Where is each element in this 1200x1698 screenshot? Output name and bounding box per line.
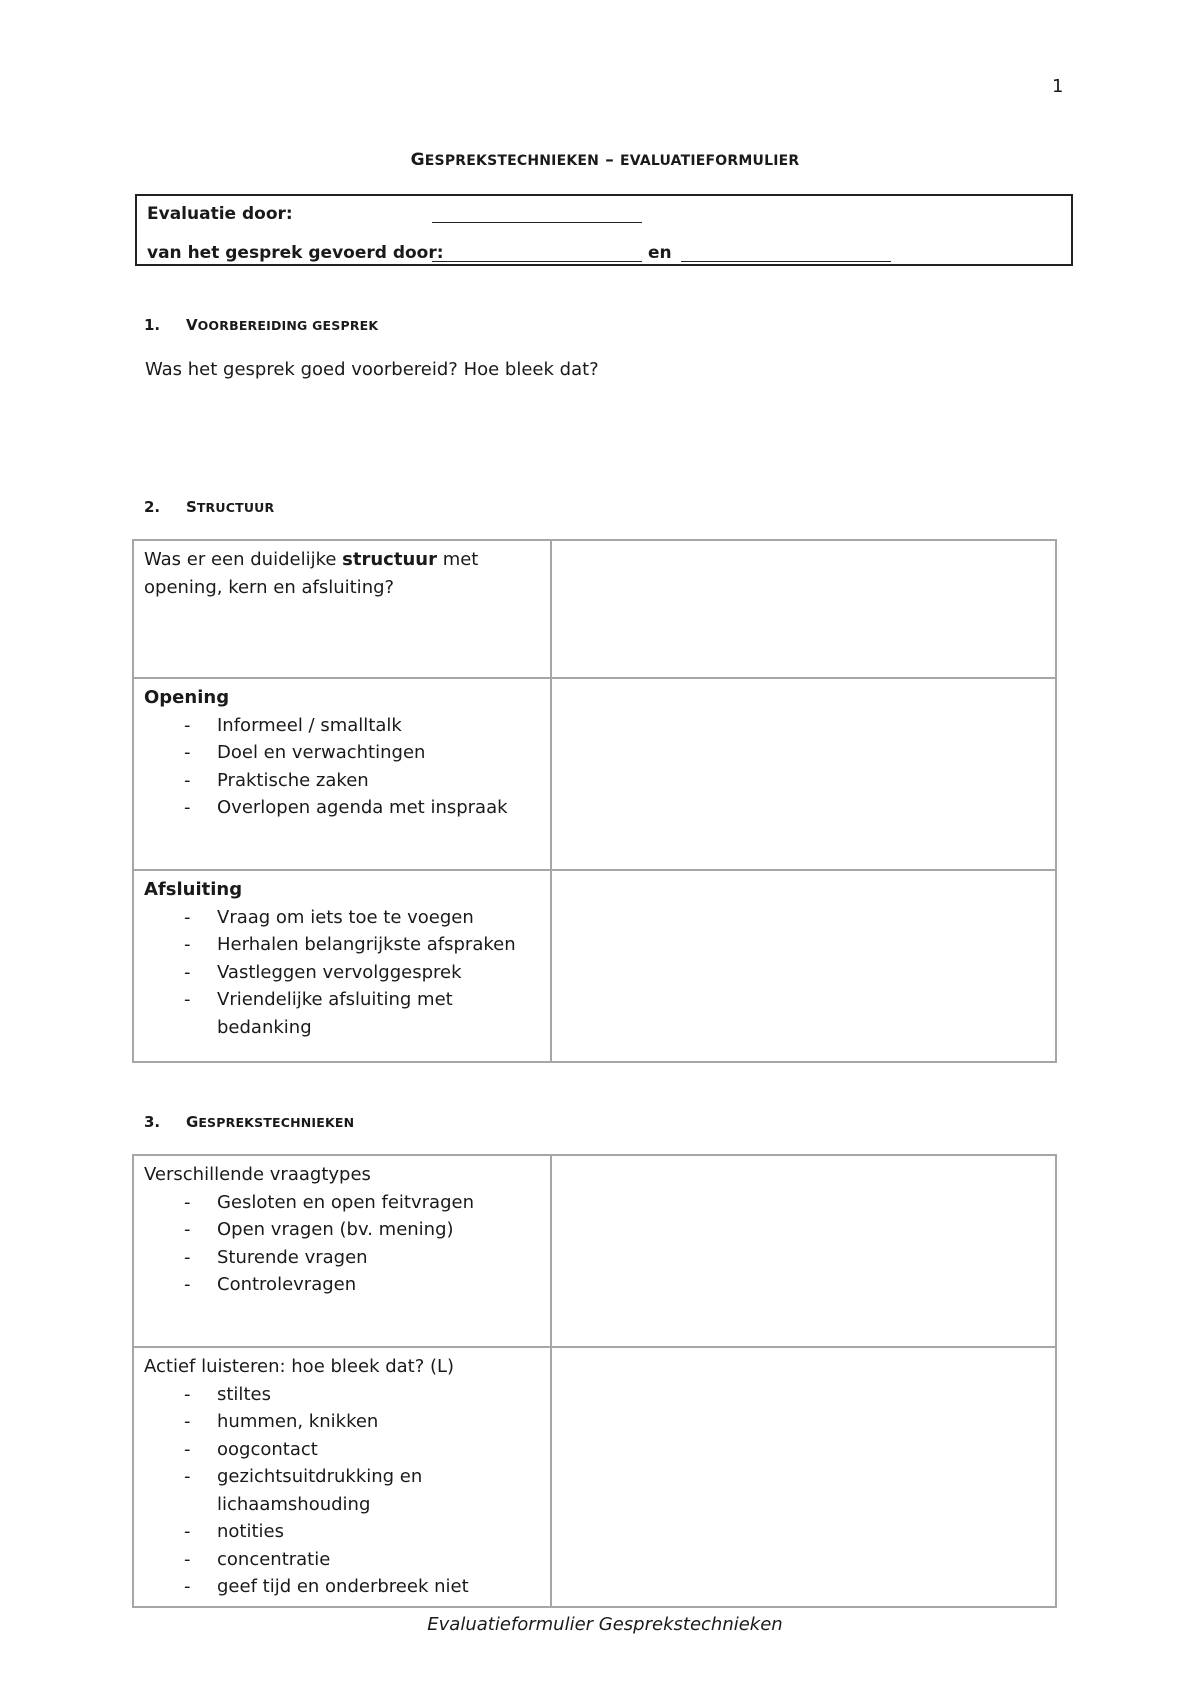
list-item: - Praktische zaken (144, 767, 540, 795)
conducted-by-field-2[interactable] (681, 245, 891, 262)
structure-answer-cell-3[interactable] (551, 870, 1056, 1062)
section-2-rest: TRUCTUUR (196, 500, 275, 515)
section-2-title (144, 498, 274, 516)
title-first-letter: G (410, 150, 425, 170)
closing-list (144, 904, 540, 1042)
section-3-rest: ESPREKSTECHNIEKEN (198, 1115, 355, 1130)
closing-title: Afsluiting (144, 879, 243, 900)
document-title (0, 150, 1200, 170)
section-2-first-letter: S (186, 498, 197, 516)
section-1-rest: OORBEREIDING GESPREK (197, 318, 379, 333)
title-part-2: EVALUATIEFORMULIER (620, 153, 800, 169)
list-item: - Vriendelijke afsluiting met bedanking (144, 986, 540, 1041)
active-listening-list (144, 1381, 540, 1601)
techniques-row-1 (133, 1155, 1056, 1347)
structure-question-cell (133, 540, 551, 678)
structure-question-keyword: structuur (342, 549, 437, 570)
list-item: - Controlevragen (144, 1271, 540, 1299)
question-types-list (144, 1189, 540, 1299)
evaluation-header-box (135, 194, 1073, 266)
techniques-table (132, 1154, 1057, 1608)
question-types-cell (133, 1155, 551, 1347)
conducted-by-label: van het gesprek gevoerd door: (147, 243, 444, 263)
techniques-answer-cell-1[interactable] (551, 1155, 1056, 1347)
list-item: - Gesloten en open feitvragen (144, 1189, 540, 1217)
section-1-title (144, 316, 378, 334)
opening-title: Opening (144, 687, 230, 708)
list-item: - geef tijd en onderbreek niet (144, 1573, 540, 1601)
structure-question-text-1: Was er een duidelijke (144, 549, 343, 570)
section-3-first-letter: G (186, 1113, 199, 1131)
opening-list (144, 712, 540, 822)
list-item: - Herhalen belangrijkste afspraken (144, 931, 540, 959)
opening-cell (133, 678, 551, 870)
structure-row-2 (133, 678, 1056, 870)
structure-answer-cell-1[interactable] (551, 540, 1056, 678)
structure-table (132, 539, 1057, 1063)
section-1-number: 1. (144, 316, 161, 334)
closing-cell (133, 870, 551, 1062)
list-item: - gezichtsuitdrukking en lichaamshouding (144, 1463, 540, 1518)
active-listening-cell (133, 1347, 551, 1607)
list-item: - oogcontact (144, 1436, 540, 1464)
list-item: - Informeel / smalltalk (144, 712, 540, 740)
structure-answer-cell-2[interactable] (551, 678, 1056, 870)
list-item: - Sturende vragen (144, 1244, 540, 1272)
evaluated-by-row (147, 204, 293, 224)
list-item: - stiltes (144, 1381, 540, 1409)
section-1-question: Was het gesprek goed voorbereid? Hoe bleek dat? (145, 359, 599, 380)
active-listening-title: Actief luisteren: hoe bleek dat? (L) (144, 1356, 455, 1377)
question-types-title: Verschillende vraagtypes (144, 1164, 371, 1185)
section-2-number: 2. (144, 498, 161, 516)
and-label: en (648, 243, 672, 263)
page-footer: Evaluatieformulier Gesprekstechnieken (427, 1614, 783, 1635)
section-1-first-letter: V (186, 316, 198, 334)
structure-row-1 (133, 540, 1056, 678)
conducted-by-field-1[interactable] (432, 245, 642, 262)
techniques-row-2 (133, 1347, 1056, 1607)
section-3-number: 3. (144, 1113, 161, 1131)
list-item: - Open vragen (bv. mening) (144, 1216, 540, 1244)
list-item: - notities (144, 1518, 540, 1546)
evaluated-by-field[interactable] (432, 206, 642, 223)
structure-question-text-2: met opening, kern en afsluiting? (144, 549, 479, 598)
structure-row-3 (133, 870, 1056, 1062)
list-item: - concentratie (144, 1546, 540, 1574)
evaluated-by-label: Evaluatie door: (147, 204, 293, 224)
conducted-by-row (147, 243, 672, 263)
page-number: 1 (1052, 76, 1064, 97)
title-dash: – (599, 150, 621, 170)
title-part-1: ESPREKSTECHNIEKEN (424, 153, 600, 169)
list-item: - Overlopen agenda met inspraak (144, 794, 540, 822)
section-3-title (144, 1113, 354, 1131)
list-item: - Vastleggen vervolggesprek (144, 959, 540, 987)
list-item: - Doel en verwachtingen (144, 739, 540, 767)
list-item: - hummen, knikken (144, 1408, 540, 1436)
list-item: - Vraag om iets toe te voegen (144, 904, 540, 932)
techniques-answer-cell-2[interactable] (551, 1347, 1056, 1607)
